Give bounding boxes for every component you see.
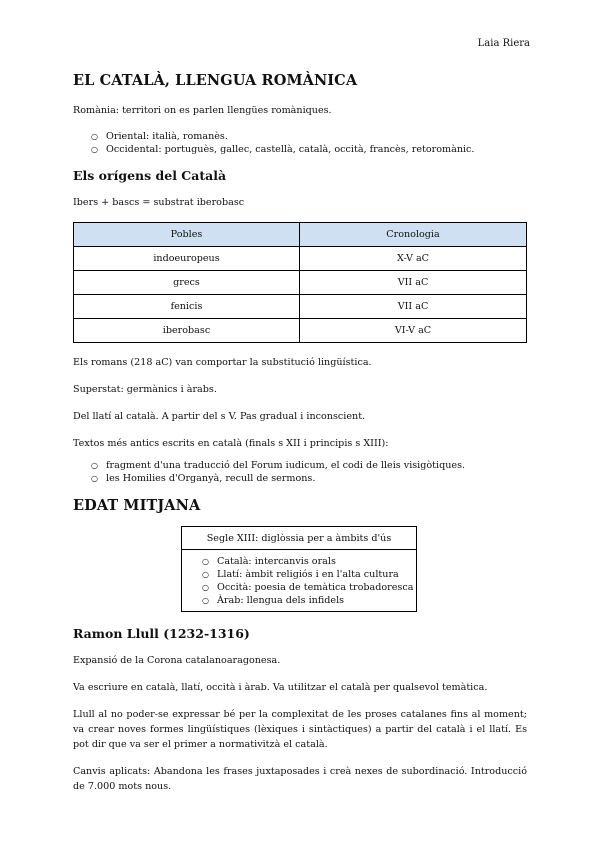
table-cell: VII aC [300,295,527,319]
table-row [74,295,527,319]
list-item: ○ Llatí: àmbit religiós i en l'alta cultura [202,568,416,581]
document-page [73,72,527,806]
table-cell: VII aC [300,271,527,295]
list-item: ○ Occità: poesia de temàtica trobadoresca [202,581,416,594]
romans-text: Els romans (218 aC) van comportar la substitució lingüística. [73,357,372,368]
table-cell: indoeuropeus [74,247,300,271]
table-cell: iberobasc [74,319,300,343]
diglossia-title: Segle XIII: diglòssia per a àmbits d'ús [182,527,416,550]
llati-catala-text: Del llatí al català. A partir del s V. Pas gradual i inconscient. [73,411,366,422]
list-item: ○ Àrab: llengua dels infidels [202,594,416,607]
header-cronologia: Cronologia [300,223,527,247]
table-header-row [74,223,527,247]
list-item: ○ Oriental: italià, romanès. [91,130,527,143]
list-item: ○ Occidental: portuguès, gallec, castellà, català, occità, francès, retoromànic. [91,143,527,156]
table-row [74,319,527,343]
table-cell: fenicis [74,295,300,319]
textos-list [73,459,527,485]
author-name: Laia Riera [477,38,530,49]
table-row [74,271,527,295]
table-cell: grecs [74,271,300,295]
table-cell: X-V aC [300,247,527,271]
pobles-table [73,222,527,343]
diglossia-box [181,526,417,612]
romania-definition: Romània: territori on es parlen llengües romàniques. [73,105,332,116]
substrat-text: Ibers + bascs = substrat iberobasc [73,197,245,208]
section-title-catala: EL CATALÀ, LLENGUA ROMÀNICA [73,72,358,89]
llull-text: Llull al no poder-se expressar bé per la complexitat de les proses catalanes fins al moment; va crear noves formes lingüístiques (lèxiques i sintàctiques) a partir del català i el llatí. Es pot dir que va ser el primer a normativitzà el català. [73,709,527,750]
list-item: ○ Català: intercanvis orals [202,555,416,568]
expansio-text: Expansió de la Corona catalanoaragonesa. [73,655,281,666]
section-title-origens: Els orígens del Català [73,168,227,183]
list-item: ○ fragment d'una traducció del Forum iudicum, el codi de lleis visigòtiques. [91,459,527,472]
canvis-text: Canvis aplicats: Abandona les frases juxtaposades i creà nexes de subordinació. Introducció de 7.000 mots nous. [73,766,527,792]
section-title-ramon-llull: Ramon Llull (1232-1316) [73,626,250,641]
textos-antics-text: Textos més antics escrits en català (finals s XII i principis s XIII): [73,438,389,449]
diglossia-list [182,555,416,607]
header-pobles: Pobles [74,223,300,247]
table-cell: VI-V aC [300,319,527,343]
romania-list [73,130,527,156]
section-title-edat-mitjana: EDAT MITJANA [73,497,201,514]
list-item: ○ les Homilies d'Organyà, recull de sermons. [91,472,527,485]
table-row [74,247,527,271]
llengues-text: Va escriure en català, llatí, occità i àrab. Va utilitzar el català per qualsevol temàtica. [73,682,488,693]
superstat-text: Superstat: germànics i àrabs. [73,384,217,395]
